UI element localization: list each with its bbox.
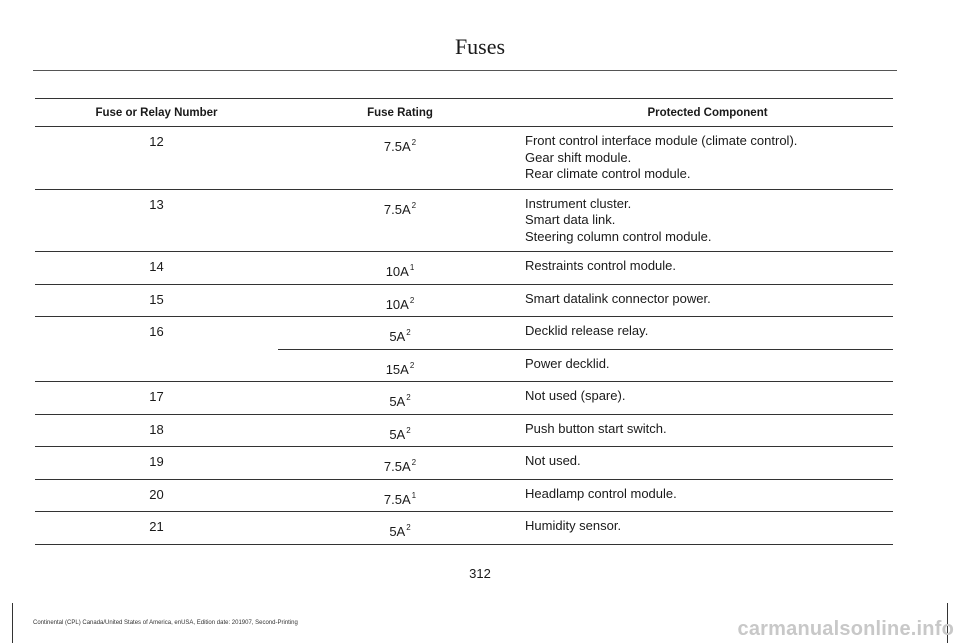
table-row xyxy=(35,415,893,447)
page-number: 312 xyxy=(469,566,491,581)
component-line: Smart datalink connector power. xyxy=(525,291,711,306)
fuse-rating xyxy=(278,189,522,252)
component-line: Front control interface module (climate control). xyxy=(525,133,798,148)
protected-component xyxy=(522,317,893,350)
fuse-rating xyxy=(278,512,522,545)
footnote-marker: 2 xyxy=(406,393,411,402)
table-row xyxy=(35,480,893,512)
footnote-marker: 1 xyxy=(409,263,415,272)
component-line: Gear shift module. xyxy=(525,149,632,165)
fuse-number: 17 xyxy=(35,382,278,415)
column-header-component: Protected Component xyxy=(522,99,893,127)
watermark-logo: carmanualsonline.info xyxy=(737,618,954,640)
fuse-rating xyxy=(278,350,522,382)
table-row xyxy=(35,317,893,350)
protected-component xyxy=(522,252,893,285)
fuse-rating-value: 7.5A xyxy=(383,459,411,474)
protected-component xyxy=(522,285,893,317)
table-row xyxy=(35,285,893,317)
footnote-marker: 2 xyxy=(409,361,415,370)
edition-footer: Continental (CPL) Canada/United States of America, enUSA, Edition date: 201907, Second-Printing xyxy=(33,620,298,626)
component-line: Headlamp control module. xyxy=(525,486,677,501)
page-title: Fuses xyxy=(454,34,506,59)
fuse-table xyxy=(35,98,893,545)
table-header-row xyxy=(35,99,893,127)
fuse-rating xyxy=(278,252,522,285)
fuse-rating-value: 7.5A xyxy=(383,201,411,217)
column-header-number: Fuse or Relay Number xyxy=(35,99,278,127)
table-row xyxy=(35,252,893,285)
fuse-rating xyxy=(278,447,522,480)
footnote-marker: 2 xyxy=(411,138,417,147)
protected-component xyxy=(522,382,893,415)
component-line: Push button start switch. xyxy=(525,421,667,436)
footnote-marker: 2 xyxy=(406,523,411,532)
footnote-marker: 2 xyxy=(406,426,411,435)
column-header-rating: Fuse Rating xyxy=(278,99,522,127)
fuse-rating xyxy=(278,480,522,512)
fuse-rating-value: 10A xyxy=(385,297,409,312)
fuse-rating-value: 5A xyxy=(389,427,406,442)
footnote-marker: 2 xyxy=(411,458,417,467)
fuse-rating-value: 10A xyxy=(385,264,409,279)
footnote-marker: 2 xyxy=(406,328,411,337)
component-line: Not used. xyxy=(525,453,581,468)
fuse-number: 19 xyxy=(35,447,278,480)
fuse-rating-value: 7.5A xyxy=(383,492,411,507)
component-line: Decklid release relay. xyxy=(525,323,649,338)
fuse-rating xyxy=(278,127,522,190)
fuse-number: 20 xyxy=(35,480,278,512)
fuse-rating xyxy=(278,317,522,350)
component-line: Restraints control module. xyxy=(525,258,677,273)
fuse-number: 12 xyxy=(35,127,278,190)
fuse-rating xyxy=(278,285,522,317)
protected-component xyxy=(522,480,893,512)
fuse-rating-value: 5A xyxy=(389,394,406,409)
table-row xyxy=(35,382,893,415)
component-line: Smart data link. xyxy=(525,212,616,227)
table-row xyxy=(35,447,893,480)
footnote-marker: 2 xyxy=(411,200,417,210)
protected-component xyxy=(522,189,893,252)
fuse-rating-value: 15A xyxy=(385,362,409,377)
protected-component xyxy=(522,447,893,480)
protected-component xyxy=(522,415,893,447)
fuse-number: 21 xyxy=(35,512,278,545)
protected-component xyxy=(522,350,893,382)
fuse-table-body xyxy=(35,127,893,545)
component-line: Power decklid. xyxy=(525,356,610,371)
component-line: Steering column control module. xyxy=(525,228,712,244)
footnote-marker: 1 xyxy=(411,491,417,500)
fuse-number: 13 xyxy=(35,189,278,252)
fuse-rating xyxy=(278,415,522,447)
fuse-rating-value: 5A xyxy=(389,524,406,539)
title-divider xyxy=(33,70,897,71)
fuse-rating-value: 5A xyxy=(389,329,406,344)
fuse-rating xyxy=(278,382,522,415)
component-line: Not used (spare). xyxy=(525,388,626,403)
footnote-marker: 2 xyxy=(409,296,415,305)
fuse-number: 16 xyxy=(35,317,278,382)
crop-mark-left xyxy=(12,603,13,643)
table-row xyxy=(35,127,893,190)
table-row xyxy=(35,189,893,252)
fuse-number: 14 xyxy=(35,252,278,285)
component-line: Humidity sensor. xyxy=(525,518,622,533)
table-row xyxy=(35,512,893,545)
component-line: Rear climate control module. xyxy=(525,166,691,181)
protected-component xyxy=(522,127,893,190)
fuse-number: 18 xyxy=(35,415,278,447)
protected-component xyxy=(522,512,893,545)
fuse-number: 15 xyxy=(35,285,278,317)
fuse-rating-value: 7.5A xyxy=(383,139,411,154)
component-line: Instrument cluster. xyxy=(525,195,632,211)
